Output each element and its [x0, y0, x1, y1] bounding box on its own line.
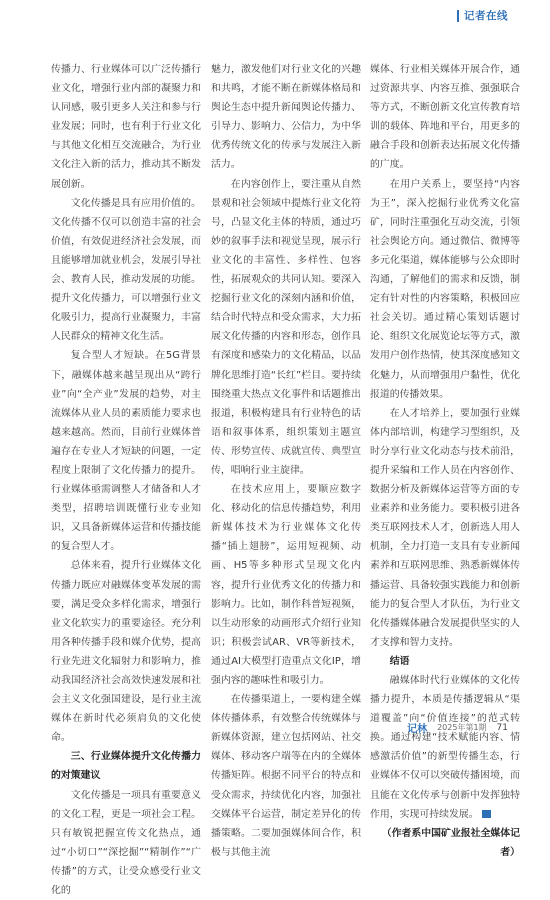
paragraph: 在技术应用上，要顺应数字化、移动化的信息传播趋势，利用新媒体技术为行业媒体文化传播“插上翅膀”，运用短视频、动画、H5等多种形式呈现文化内容，提升行业优秀文化的传播力和影响力。比如，制作科普短视频，以生动形象的动画形式介绍行业知识；积极尝试AR、VR等新技术，通过AI大模型打造重点文化IP，增强内容的趣味性和吸引力。	[211, 484, 361, 686]
conclusion-heading: 结语	[389, 655, 410, 667]
section-title: 记者在线	[464, 10, 508, 22]
paragraph: 在用户关系上，要坚持“内容为王”，深入挖掘行业优秀文化富矿，同时注重强化互动交流，引领社会舆论方向。通过微信、微博等多元化渠道，媒体能够与公众即时沟通，了解他们的需求和反馈，制定有针对性的内容策略，积极回应社会关切。通过精心策划话题讨论、组织文化展览论坛等方式，激发用户创作热情，使其深度感知文化魅力，从而增强用户黏性，优化报道的传播效果。	[370, 178, 520, 400]
magazine-logo: 记林	[407, 724, 428, 735]
paragraph: 在人才培养上，要加强行业媒体内部培训，构建学习型组织，及时分享行业文化动态与技术前沿，提升采编和工作人员在内容创作、数据分析及新媒体运营等方面的专业素养和业务能力。要积极引进各类互联网技术人才，创新选人用人机制，全力打造一支具有专业新闻素养和互联网思维、熟悉新媒体传播运营、具备较强实践能力和创新能力的复合型人才队伍，为行业文化传播媒体融合发展提供坚实的人才支撑和智力支持。	[370, 407, 520, 648]
paragraph	[370, 671, 520, 824]
paragraph: 魅力，激发他们对行业文化的兴趣和共鸣，才能不断在新媒体格局和舆论生态中提升新闻舆论传播力、引导力、影响力、公信力，为中华优秀传统文化的传承与发展注入新活力。	[211, 64, 361, 171]
column-2	[211, 60, 361, 858]
page-footer	[407, 720, 508, 735]
header-divider	[457, 10, 459, 22]
conclusion-text: 融媒体时代行业媒体的文化传播力提升，本质是传播逻辑从“渠道覆盖”向“价值连接”的范式转换。通过构建“技术赋能内容、情感激活价值”的新型传播生态，行业媒体不仅可以突破传播困境，而且能在文化传承与创新中发挥独特作用，实现可持续发展。	[370, 675, 520, 820]
page-number: 71	[496, 722, 508, 733]
paragraph: 文化传播是一项具有重要意义的文化工程，更是一项社会工程。只有敏锐把握宣传文化热点，通过“小切口”“深挖掘”“精制作”“广传播”的方式，让受众感受行业文化的	[51, 789, 201, 897]
page-header	[457, 8, 508, 23]
column-1	[51, 60, 201, 897]
paragraph: 在内容创作上，要注重从自然景观和社会领域中提炼行业文化符号，凸显文化主体的特质，通过巧妙的叙事手法和视觉呈现，展示行业文化的丰富性、多样性、包容性，拓展观众的共同认知。要深入挖掘行业文化的深刻内涵和价值，结合时代特点和受众需求，大力拓展文化传播的内容和形态，创作具有深度和感染力的文化精品，以品牌化思维打造“长红”栏目。要持续围绕重大热点文化事件和话题推出报道，积极构建具有行业特色的话语和叙事体系，组织策划主题宣传、形势宣传、成就宣传、典型宣传，唱响行业主旋律。	[211, 178, 361, 476]
end-mark-icon	[482, 810, 491, 818]
paragraph: 在传播渠道上，一要构建全媒体传播体系，有效整合传统媒体与新媒体资源，建立包括网站、社交媒体、移动客户端等在内的全媒体传播矩阵。根据不同平台的特点和受众需求，持续优化内容，加强社交媒体平台运营，制定差异化的传播策略。二要加强媒体间合作，积极与其他主流	[211, 694, 361, 858]
paragraph: 传播力、行业媒体可以广泛传播行业文化，增强行业内部的凝聚力和认同感，吸引更多人关注和参与行业发展；同时，也有利于行业文化与其他文化相互交流融合，为行业文化注入新的活力，推动其不断发展创新。	[51, 64, 201, 190]
author-note: （作者系中国矿业报社全媒体记者）	[381, 827, 520, 858]
issue-label: 2025年第1期	[437, 723, 487, 732]
paragraph: 媒体、行业相关媒体开展合作，通过资源共享、内容互推、强强联合等方式，不断创新文化宣传教育培训的载体、阵地和平台，用更多的融合手段和创新表达拓展文化传播的广度。	[370, 64, 520, 171]
paragraph: 复合型人才短缺。在5G背景下，融媒体越来越呈现出从“跨行业”向“全产业”发展的趋势，对主流媒体从业人员的素质能力要求也越来越高。然而，目前行业媒体普遍存在专业人才短缺的问题，一定程度上限制了文化传播力的提升。行业媒体亟需调整人才储备和人才类型，招聘培训既懂行业专业知识，又具备新媒体运营和传播技能的复合型人才。	[51, 350, 201, 553]
paragraph: 总体来看，提升行业媒体文化传播力既应对融媒体变革发展的需要，满足受众多样化需求，增强行业文化软实力的重要途径。充分利用各种传播手段和媒介优势，提高行业先进文化辐射力和影响力，推动我国经济社会高效快速发展和社会主义文化强国建设，是行业主流媒体在新时代必须肩负的文化使命。	[51, 560, 201, 744]
paragraph: 文化传播是具有应用价值的。文化传播不仅可以创造丰富的社会价值，有效促进经济社会发展，而且能够增加就业机会，发展引导社会、教育人民，推动发展的功能。提升文化传播力，可以增强行业文化吸引力，提高行业凝聚力，丰富人民群众的精神文化生活。	[51, 197, 201, 343]
section-heading: 三、行业媒体提升文化传播力的对策建议	[51, 751, 201, 782]
